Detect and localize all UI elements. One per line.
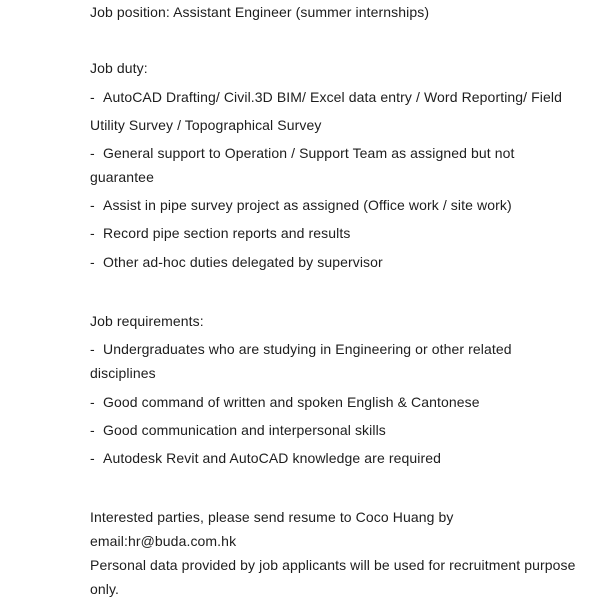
- duty-bullet-general-support-wrap: guarantee: [90, 169, 154, 185]
- req-bullet-language: [90, 394, 480, 410]
- bullet-dash: -: [90, 197, 95, 213]
- contact-line: Interested parties, please send resume to Coco Huang by: [90, 509, 454, 525]
- req-bullet-undergraduates-text: Undergraduates who are studying in Engineering or other related: [103, 341, 512, 357]
- req-bullet-communication: [90, 422, 386, 438]
- duty-bullet-autocad-wrap: Utility Survey / Topographical Survey: [90, 117, 322, 133]
- privacy-line: Personal data provided by job applicants will be used for recruitment purpose: [90, 557, 576, 573]
- job-duty-heading: Job duty:: [90, 60, 148, 76]
- duty-bullet-autocad-text: AutoCAD Drafting/ Civil.3D BIM/ Excel data entry / Word Reporting/ Field: [103, 89, 563, 105]
- privacy-line-wrap: only.: [90, 581, 120, 597]
- duty-bullet-pipe-survey-text: Assist in pipe survey project as assigned (Office work / site work): [103, 197, 512, 213]
- duty-bullet-general-support-text: General support to Operation / Support Team as assigned but not: [103, 145, 515, 161]
- req-bullet-software: [90, 450, 441, 466]
- duty-bullet-autocad: [90, 89, 562, 105]
- duty-bullet-pipe-survey: [90, 197, 512, 213]
- bullet-dash: -: [90, 341, 95, 357]
- duty-bullet-record-reports-text: Record pipe section reports and results: [103, 225, 351, 241]
- job-requirements-heading: Job requirements:: [90, 313, 204, 329]
- duty-bullet-adhoc-text: Other ad-hoc duties delegated by supervisor: [103, 254, 383, 270]
- req-bullet-undergraduates: [90, 341, 512, 357]
- bullet-dash: -: [90, 225, 95, 241]
- bullet-dash: -: [90, 450, 95, 466]
- duty-bullet-general-support: [90, 145, 515, 161]
- contact-email-line: email:hr@buda.com.hk: [90, 533, 237, 549]
- duty-bullet-record-reports: [90, 225, 350, 241]
- bullet-dash: -: [90, 89, 95, 105]
- bullet-dash: -: [90, 394, 95, 410]
- bullet-dash: -: [90, 254, 95, 270]
- job-position-line: Job position: Assistant Engineer (summer internships): [90, 4, 430, 20]
- req-bullet-communication-text: Good communication and interpersonal skills: [103, 422, 386, 438]
- bullet-dash: -: [90, 145, 95, 161]
- req-bullet-language-text: Good command of written and spoken English & Cantonese: [103, 394, 480, 410]
- req-bullet-undergraduates-wrap: disciplines: [90, 365, 156, 381]
- req-bullet-software-text: Autodesk Revit and AutoCAD knowledge are required: [103, 450, 441, 466]
- duty-bullet-adhoc: [90, 254, 383, 270]
- bullet-dash: -: [90, 422, 95, 438]
